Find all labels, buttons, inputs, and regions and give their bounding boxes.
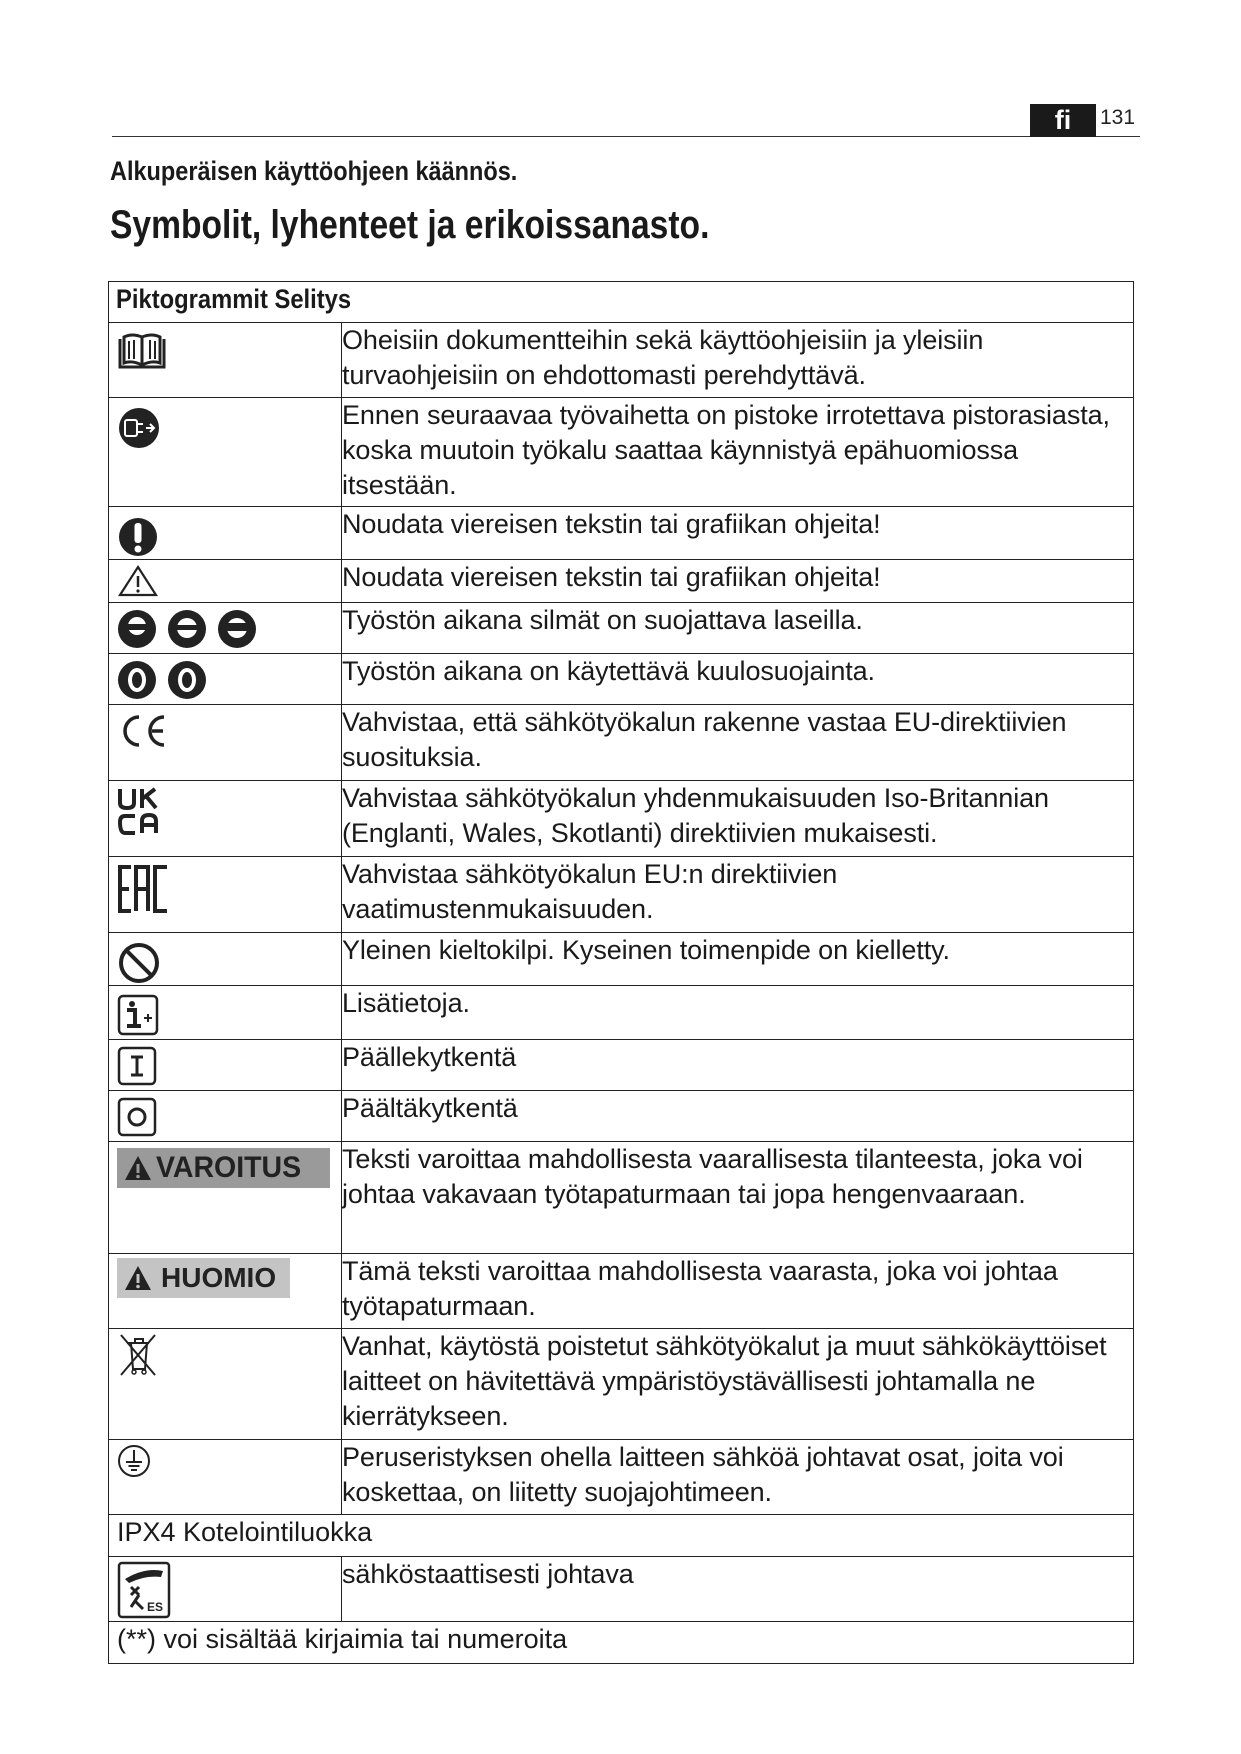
row-description: Tämä teksti varoittaa mahdollisesta vaarasta, joka voi johtaa työtapaturmaan.: [342, 1254, 1134, 1329]
table-header: Piktogrammit Selitys: [116, 284, 352, 314]
row-description: Vahvistaa sähkötyökalun yhdenmukaisuuden Iso-Britannian (Englanti, Wales, Skotlanti) direktiivien mukaisesti.: [342, 781, 1134, 857]
warning-triangle-icon: [123, 1264, 153, 1292]
row-description: Työstön aikana on käytettävä kuulosuojainta.: [342, 654, 1134, 705]
protective-earth-icon: [117, 1444, 151, 1478]
row-description: Lisätietoja.: [342, 986, 1134, 1040]
row-description: Teksti varoittaa mahdollisesta vaarallisesta tilanteesta, joka voi johtaa vakavaan työtapaturmaan tai jopa hengenvaaraan.: [342, 1142, 1134, 1254]
table-row: [109, 603, 1134, 654]
row-description: Noudata viereisen tekstin tai grafiikan ohjeita!: [342, 560, 1134, 603]
prohibition-icon: [117, 941, 161, 985]
table-row: [109, 323, 1134, 398]
ukca-mark-icon: [117, 787, 167, 837]
weee-bin-icon: [117, 1333, 159, 1377]
huomio-text: HUOMIO: [161, 1262, 277, 1293]
warning-triangle-icon: [123, 1154, 153, 1182]
table-row: [109, 1254, 1134, 1329]
warning-triangle-icon: [117, 564, 159, 598]
power-off-icon: [117, 1097, 157, 1137]
row-description: Oheisiin dokumentteihin sekä käyttöohjeisiin ja yleisiin turvaohjeisiin on ehdottomasti perehdyttävä.: [342, 323, 1134, 398]
varoitus-label: [117, 1148, 330, 1188]
esd-icon: [117, 1561, 171, 1619]
table-row: [109, 398, 1134, 507]
ipx4-row: IPX4 Kotelointiluokka: [117, 1517, 373, 1547]
table-row: [109, 654, 1134, 705]
table-row: [109, 986, 1134, 1040]
table-row: [109, 1040, 1134, 1091]
table-row: [109, 1622, 1134, 1664]
row-description: sähköstaattisesti johtava: [342, 1557, 1134, 1622]
table-row: [109, 857, 1134, 933]
varoitus-text: VAROITUS: [156, 1151, 302, 1184]
table-row: [109, 1091, 1134, 1142]
row-description: Työstön aikana silmät on suojattava laseilla.: [342, 603, 1134, 654]
info-plus-icon: [117, 994, 159, 1036]
ear-protection-icon: [117, 659, 209, 701]
row-description: Noudata viereisen tekstin tai grafiikan ohjeita!: [342, 507, 1134, 560]
row-description: Vahvistaa sähkötyökalun EU:n direktiivien vaatimustenmukaisuuden.: [342, 857, 1134, 933]
table-row: [109, 1142, 1134, 1254]
table-row: [109, 1557, 1134, 1622]
table-row: [109, 781, 1134, 857]
row-description: Yleinen kieltokilpi. Kyseinen toimenpide on kielletty.: [342, 933, 1134, 986]
row-description: Peruseristyksen ohella laitteen sähköä johtavat osat, joita voi koskettaa, on liitetty suojajohtimeen.: [342, 1440, 1134, 1515]
table-row: [109, 705, 1134, 781]
table-row: [109, 933, 1134, 986]
row-description: Ennen seuraavaa työvaihetta on pistoke irrotettava pistorasiasta, koska muutoin työkalu saattaa käynnistyä epähuomiossa itsestään.: [342, 398, 1134, 507]
esd-icon-text: ES: [147, 1600, 164, 1614]
table-row: [109, 1329, 1134, 1440]
table-row: [109, 560, 1134, 603]
page-title: Symbolit, lyhenteet ja erikoissanasto.: [110, 203, 710, 247]
header-rule: [112, 136, 1140, 137]
row-description: Päällekytkentä: [342, 1040, 1134, 1091]
ce-mark-icon: [117, 713, 169, 749]
mandatory-exclamation-icon: [117, 515, 159, 559]
huomio-label: [117, 1258, 290, 1298]
table-header-row: [109, 282, 1134, 323]
row-description: Vahvistaa, että sähkötyökalun rakenne vastaa EU-direktiivien suosituksia.: [342, 705, 1134, 781]
manual-book-icon: [117, 331, 167, 371]
eye-protection-icon: [117, 608, 257, 650]
unplug-icon: [117, 406, 161, 450]
language-badge: fi: [1030, 104, 1096, 137]
row-description: Vanhat, käytöstä poistetut sähkötyökalut ja muut sähkökäyttöiset laitteet on hävitettävä ympäristöystävällisesti johtamalla ne kierrätykseen.: [342, 1329, 1134, 1440]
eac-mark-icon: [117, 865, 171, 913]
footnote-row: (**) voi sisältää kirjaimia tai numeroita: [117, 1624, 568, 1654]
document-subtitle: Alkuperäisen käyttöohjeen käännös.: [110, 156, 518, 186]
row-description: Päältäkytkentä: [342, 1091, 1134, 1142]
table-row: [109, 1515, 1134, 1557]
symbols-table: [108, 281, 1134, 1664]
power-on-icon: [117, 1046, 157, 1086]
page-number: 131: [1100, 106, 1136, 129]
table-row: [109, 507, 1134, 560]
table-row: [109, 1440, 1134, 1515]
